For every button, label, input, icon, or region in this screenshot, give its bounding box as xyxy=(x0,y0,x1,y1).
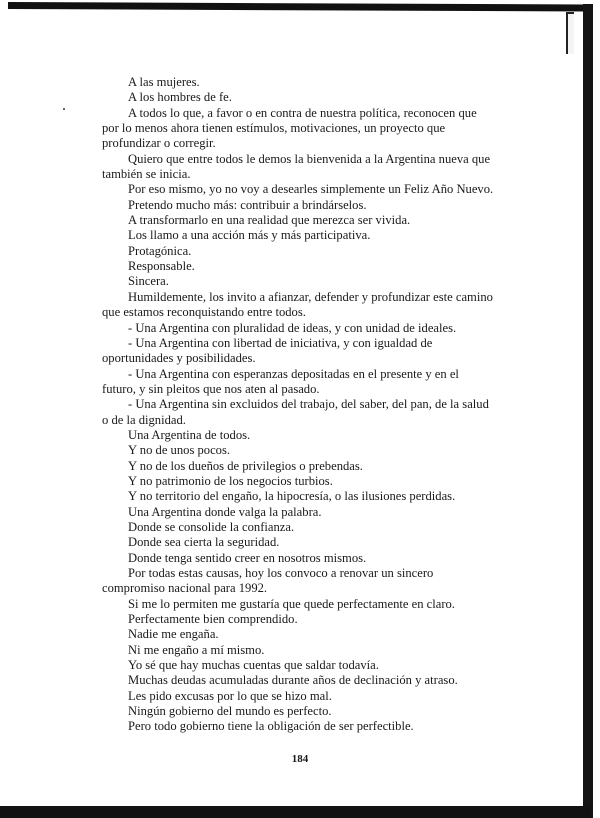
paragraph: A transformarlo en una realidad que merezca ser vivida. xyxy=(128,213,411,228)
list-item: - Una Argentina con esperanzas depositadas en el presente y en el futuro, y sin pleitos que nos aten al pasado. xyxy=(102,366,459,396)
paragraph: Les pido excusas por lo que se hizo mal. xyxy=(128,688,332,703)
paragraph: A las mujeres. xyxy=(128,75,200,89)
paragraph: Nadie me engaña. xyxy=(128,627,219,642)
paragraph: Una Argentina donde valga la palabra. xyxy=(128,504,322,519)
list-item: - Una Argentina sin excluidos del trabajo, del saber, del pan, de la salud o de la dignidad. xyxy=(102,397,489,427)
paragraph: Donde se consolide la confianza. xyxy=(128,519,295,534)
paragraph: Perfectamente bien comprendido. xyxy=(128,612,298,627)
paragraph: Y no de los dueños de privilegios o prebendas. xyxy=(128,458,363,473)
document-body xyxy=(102,75,494,735)
paragraph: Los llamo a una acción más y más participativa. xyxy=(128,228,371,243)
scan-border-right xyxy=(583,4,593,818)
paragraph: Y no de unos pocos. xyxy=(128,443,231,458)
paragraph: Si me lo permiten me gustaría que quede perfectamente en claro. xyxy=(128,596,455,611)
paragraph: Pretendo mucho más: contribuir a brindárselos. xyxy=(128,197,367,212)
scan-border-bottom xyxy=(0,806,590,818)
paragraph: Y no patrimonio de los negocios turbios. xyxy=(128,473,333,488)
list-item: - Una Argentina con pluralidad de ideas, y con unidad de ideales. xyxy=(128,320,457,335)
scan-page-edge xyxy=(566,12,574,54)
paragraph: Donde tenga sentido creer en nosotros mismos. xyxy=(128,550,367,565)
page-number: 184 xyxy=(291,753,309,765)
paragraph: Quiero que entre todos le demos la bienvenida a la Argentina nueva que también se inicia. xyxy=(102,151,491,182)
paragraph: Por todas estas causas, hoy los convoco a renovar un sincero compromiso nacional para 1992. xyxy=(102,566,434,596)
paragraph: Por eso mismo, yo no voy a desearles simplemente un Feliz Año Nuevo. xyxy=(128,182,494,197)
paragraph: Muchas deudas acumuladas durante años de declinación y atraso. xyxy=(128,673,458,688)
paragraph: Sincera. xyxy=(128,274,169,289)
paragraph: A los hombres de fe. xyxy=(128,90,232,105)
scan-border-top xyxy=(8,2,586,12)
paragraph: Humildemente, los invito a afianzar, defender y profundizar este camino que estamos reconquistando entre todos. xyxy=(102,289,493,320)
paragraph: Ningún gobierno del mundo es perfecto. xyxy=(128,704,332,719)
paragraph: Pero todo gobierno tiene la obligación de ser perfectible. xyxy=(128,719,414,734)
paragraph: Responsable. xyxy=(128,259,195,274)
paragraph: Una Argentina de todos. xyxy=(128,427,251,442)
list-item: - Una Argentina con libertad de iniciativa, y con igualdad de oportunidades y posibilidades. xyxy=(102,335,433,366)
paragraph: Donde sea cierta la seguridad. xyxy=(128,535,280,550)
paragraph: A todos lo que, a favor o en contra de nuestra política, reconocen que por lo menos ahora tienen estímulos, motivaciones, un proyecto que profundizar o corregir. xyxy=(102,105,477,151)
paragraph: Y no territorio del engaño, la hipocresía, o las ilusiones perdidas. xyxy=(128,489,456,504)
paragraph: Protagónica. xyxy=(128,243,192,258)
paragraph: Yo sé que hay muchas cuentas que saldar todavía. xyxy=(128,658,379,673)
paragraph: Ni me engaño a mí mismo. xyxy=(128,642,265,657)
scan-speck xyxy=(63,108,65,110)
